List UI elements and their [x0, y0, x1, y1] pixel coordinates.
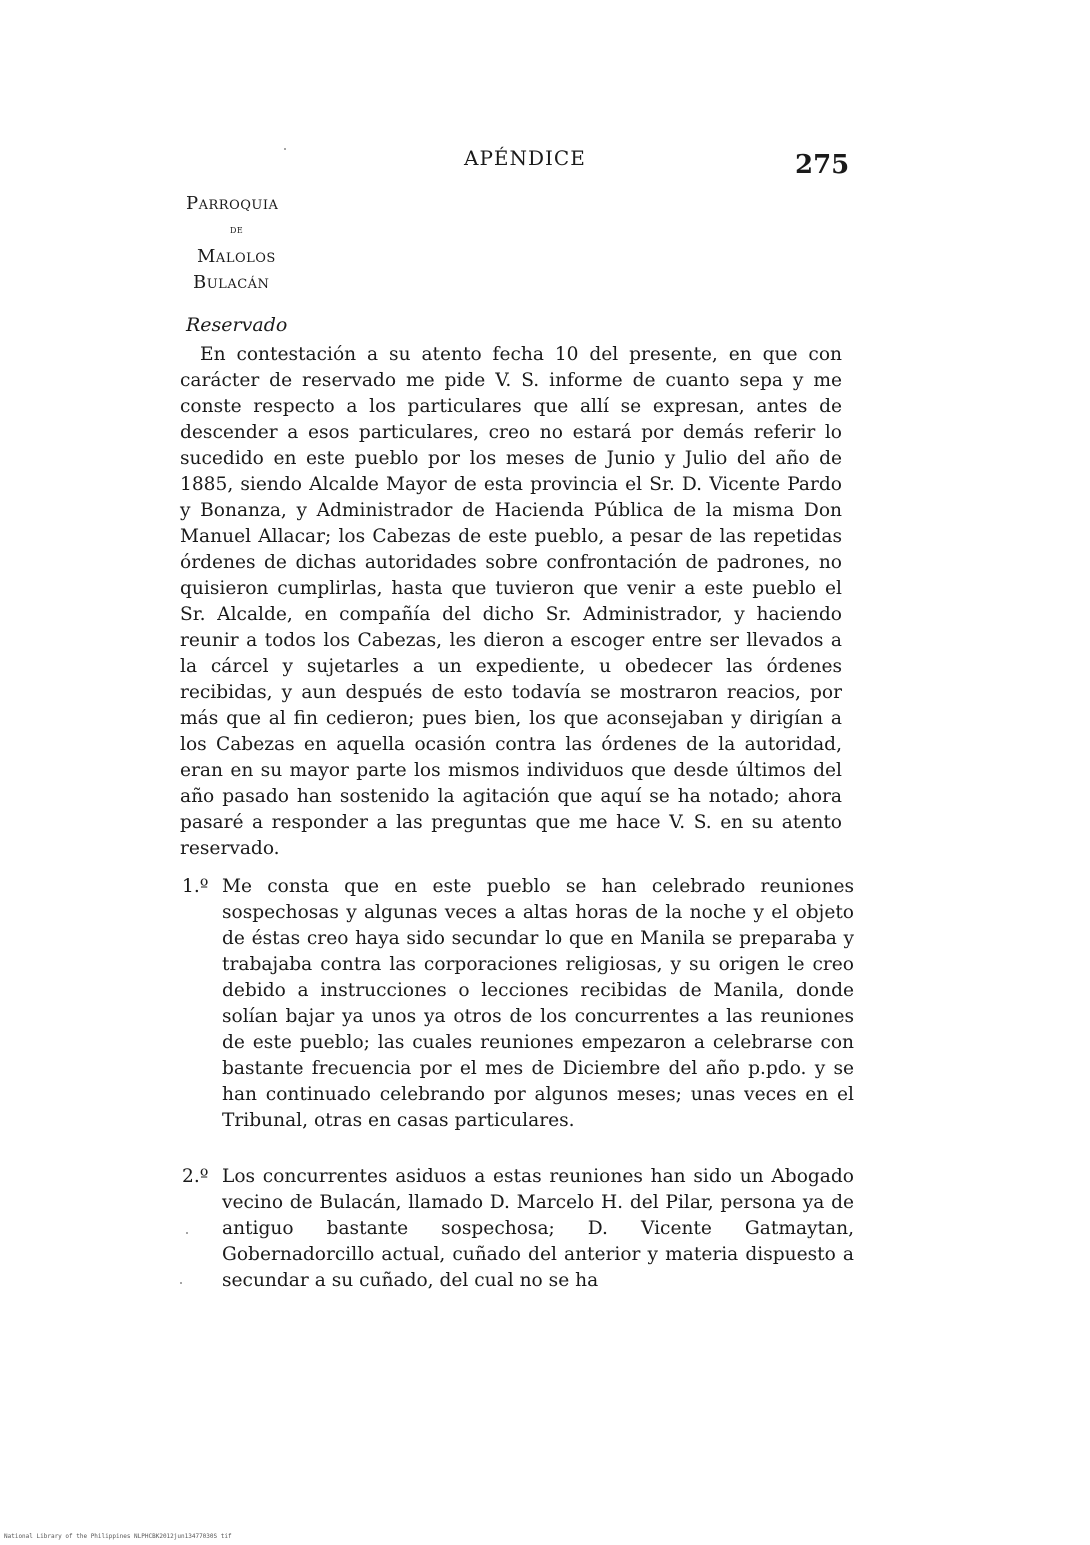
page-number: 275: [795, 150, 850, 180]
address-line-parish: Parroquia: [186, 193, 279, 214]
scan-speck: [284, 148, 286, 150]
list-item-text: Los concurrentes asiduos a estas reuniones han sido un Abogado vecino de Bulacán, llamado D. Marcelo H. del Pilar, persona ya de antiguo bastante sospechosa; D. Vicente Gatmaytan, Gobernadorcillo actual, cuñado del anterior y materia dispuesto a secundar a su cuñado, del cual no se ha: [222, 1166, 854, 1291]
scan-speck: [186, 1232, 188, 1234]
scan-speck: [180, 1282, 182, 1284]
list-item: [182, 874, 854, 1134]
address-line-province: Bulacán: [193, 272, 270, 293]
confidential-label: Reservado: [186, 314, 288, 336]
list-item-text: Me consta que en este pueblo se han celebrado reuniones sospechosas y algunas veces a altas horas de la noche y el objeto de éstas creo haya sido secundar lo que en Manila se preparaba y trabajaba contra las corporaciones religiosas, y su origen le creo debido a instrucciones o lecciones recibidas de Manila, donde solían bajar ya unos ya otros de los concurrentes a las reuniones de este pueblo; las cuales reuniones empezaron a celebrarse con bastante frecuencia por el mes de Diciembre del año p.pdo. y se han continuado celebrando por algunos meses; unas veces en el Tribunal, otras en casas particulares.: [222, 876, 854, 1131]
list-item: [182, 1164, 854, 1294]
scan-footer: National Library of the Philippines NLPHCBK2012jun13477030S tif: [4, 1533, 232, 1540]
running-header-title: APÉNDICE: [464, 146, 586, 170]
list-item-number: 2.º: [182, 1166, 209, 1187]
body-paragraph: [180, 342, 842, 862]
address-line-de: de: [230, 222, 244, 236]
list-item-number: 1.º: [182, 876, 209, 897]
address-line-town: Malolos: [197, 246, 276, 267]
body-paragraph-text: En contestación a su atento fecha 10 del presente, en que con carácter de reservado me pide V. S. informe de cuanto sepa y me conste respecto a los particulares que allí se expresan, antes de descender a esos particulares, creo no estará por demás referir lo sucedido en este pueblo por los meses de Junio y Julio del año de 1885, siendo Alcalde Mayor de esta provincia el Sr. D. Vicente Pardo y Bonanza, y Administrador de Hacienda Pública de la misma Don Manuel Allacar; los Cabezas de este pueblo, a pesar de las repetidas órdenes de dichas autoridades sobre confrontación de padrones, no quisieron cumplirlas, hasta que tuvieron que venir a este pueblo el Sr. Alcalde, en compañía del dicho Sr. Administrador, y haciendo reunir a todos los Cabezas, les dieron a escoger entre ser llevados a la cárcel y sujetarles a un expediente, u obedecer las órdenes recibidas, y aun después de esto todavía se mostraron reacios, por más que al fin cedieron; pues bien, los que aconsejaban y dirigían a los Cabezas en aquella ocasión contra las órdenes de la autoridad, eran en su mayor parte los mismos individuos que desde últimos del año pasado han sostenido la agitación que aquí se ha notado; ahora pasaré a responder a las preguntas que me hace V. S. en su atento reservado.: [180, 344, 842, 859]
